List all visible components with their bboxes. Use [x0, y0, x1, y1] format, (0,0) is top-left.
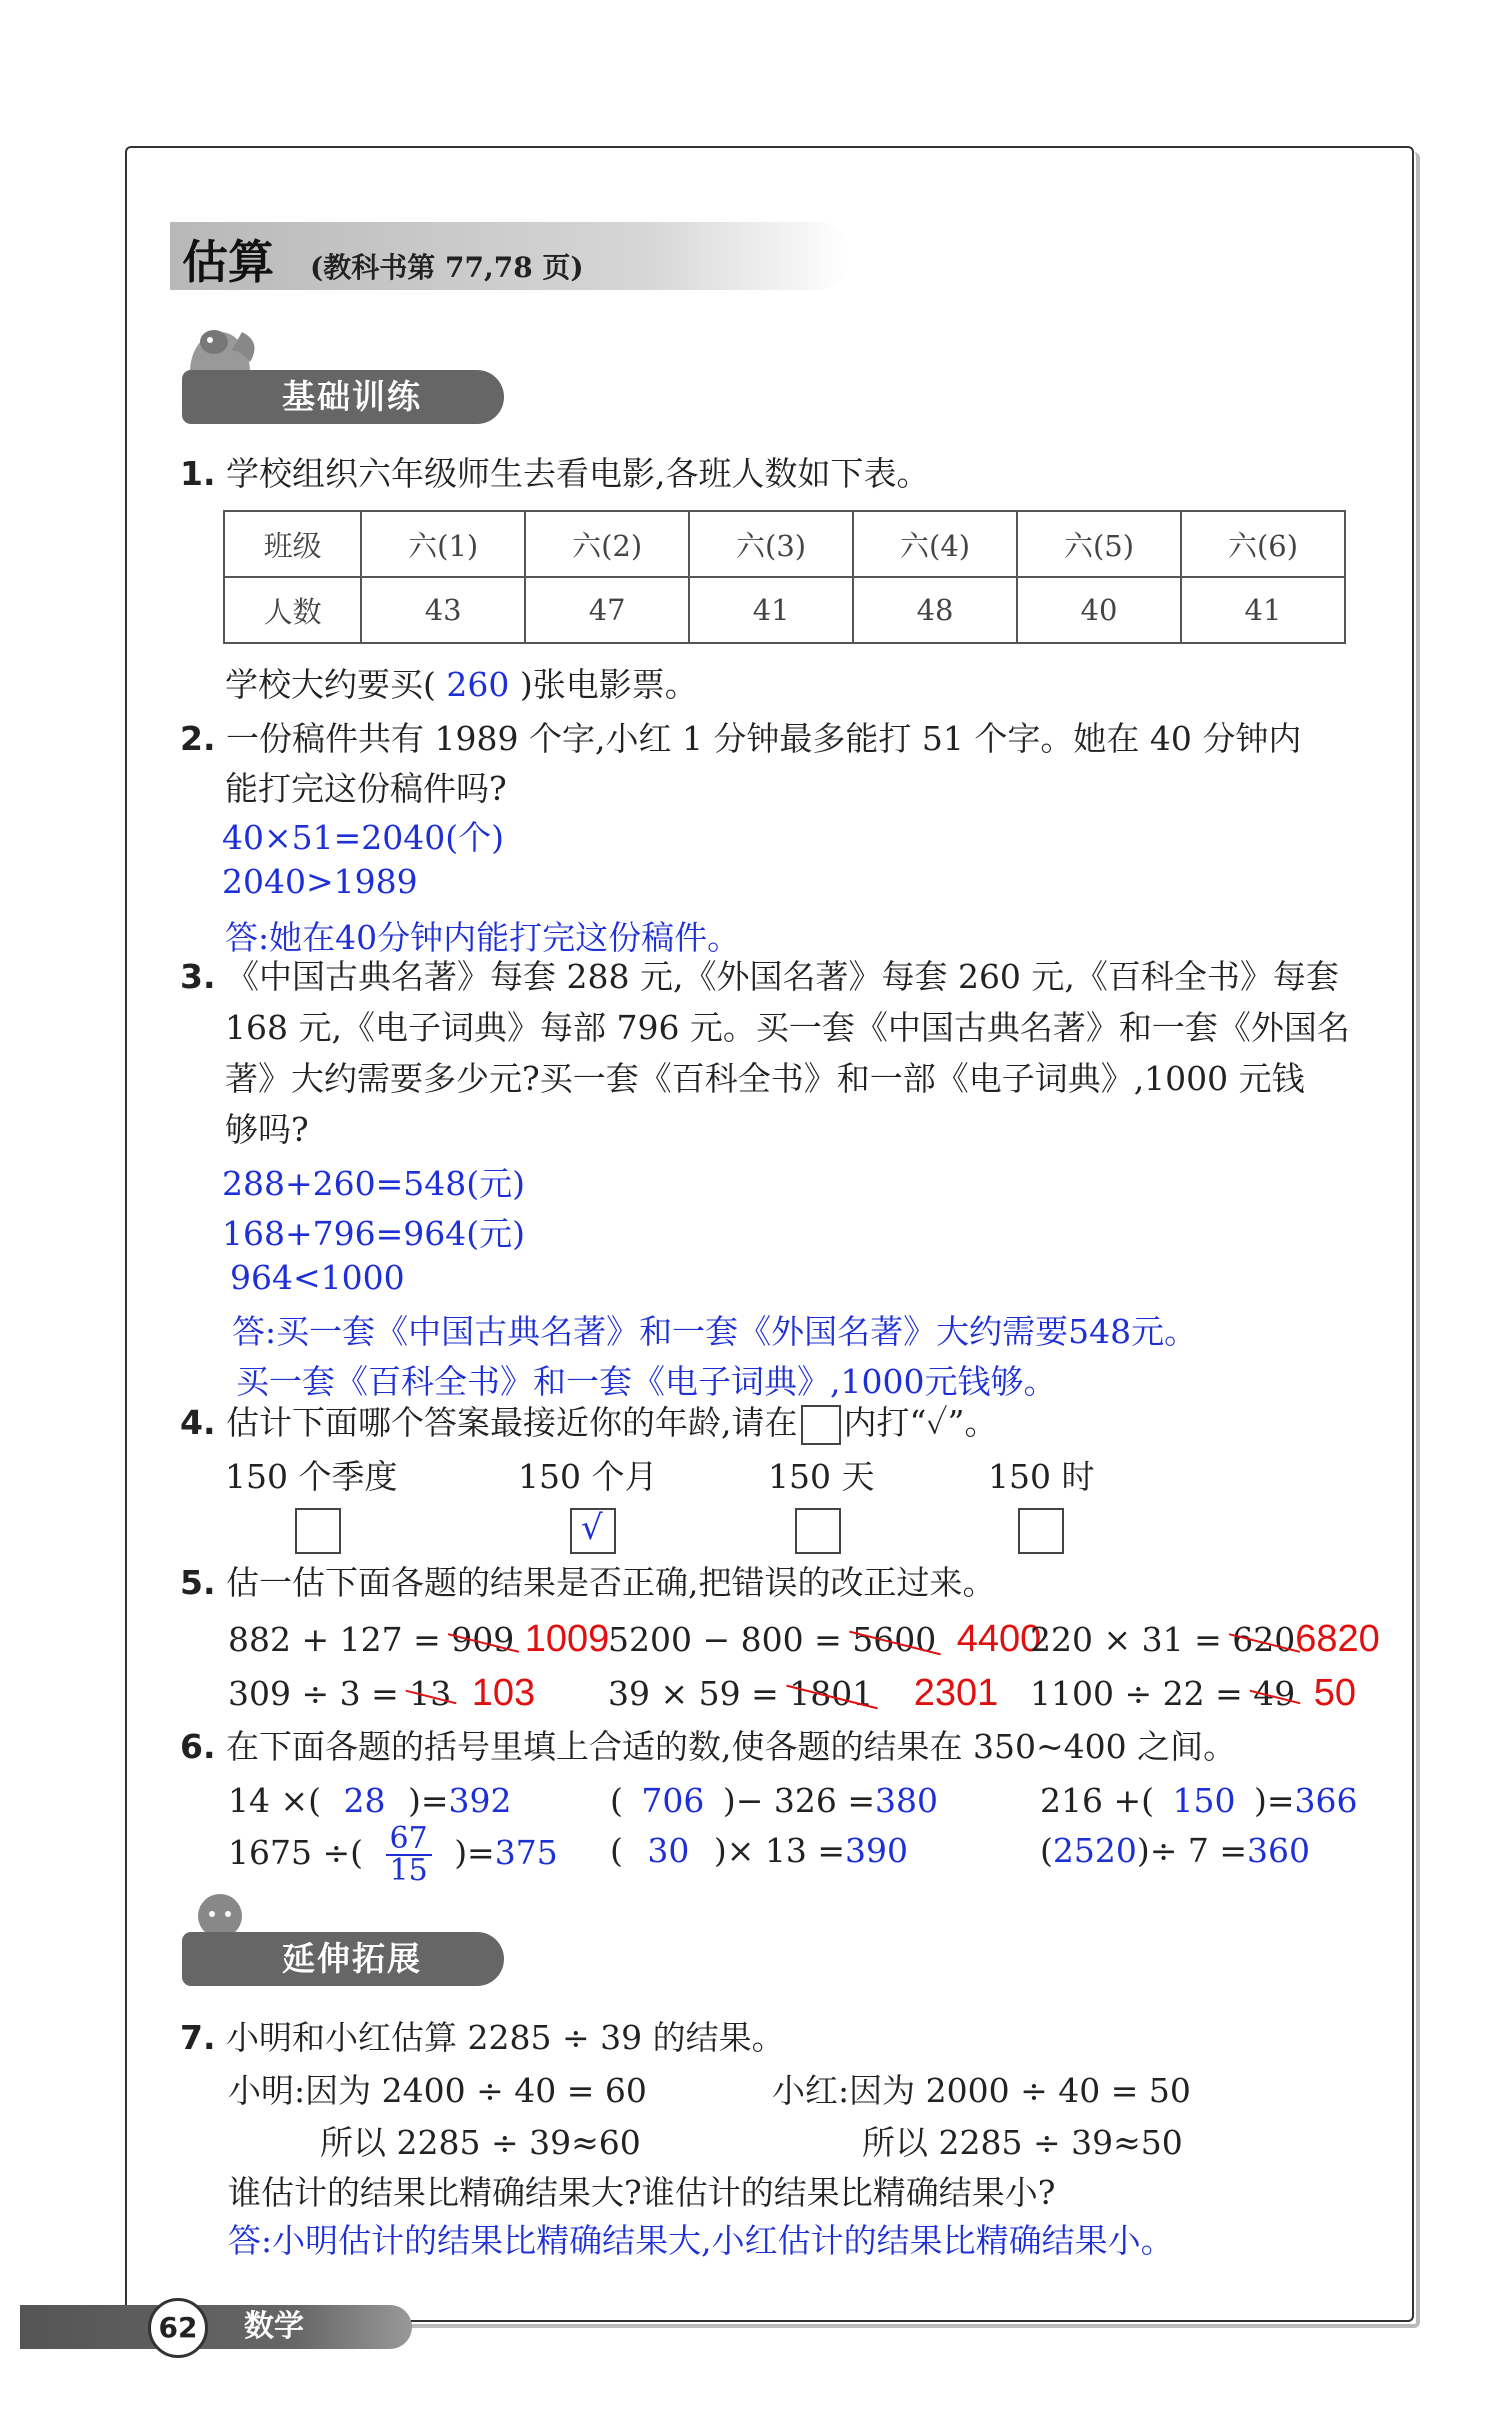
section-basic-badge: [182, 370, 504, 424]
q7-question: 谁估计的结果比精确结果大?谁估计的结果比精确结果小?: [228, 2173, 1056, 2212]
q5-fix-value: 50: [1313, 1672, 1357, 1714]
q6-result: 366: [1294, 1781, 1358, 1820]
table-cell: 43: [361, 577, 525, 643]
q6-text: [180, 1726, 1236, 1768]
q6-expr-pre: 1675 ÷(: [228, 1833, 363, 1872]
q4-option-1: 150 个季度: [225, 1457, 398, 1496]
q4-option-4: 150 时: [988, 1457, 1095, 1496]
page-number: 62: [148, 2298, 208, 2358]
q7-number: 7.: [180, 2018, 216, 2057]
q4-stem-after: 内打“✓”。: [843, 1403, 998, 1442]
check-mark-icon: √: [581, 1508, 603, 1548]
q4-option-3: 150 天: [768, 1457, 875, 1496]
q6-fill-value: 706: [641, 1781, 705, 1820]
q2-answer-1: 40×51=2040(个): [222, 818, 505, 857]
q5-expr: 39 × 59 =: [608, 1674, 779, 1713]
q4-checkbox-1[interactable]: [295, 1508, 341, 1554]
q7-text: [180, 2017, 785, 2059]
table-row: [224, 511, 1345, 577]
table-cell: 班级: [224, 511, 361, 577]
q5-number: 5.: [180, 1563, 216, 1602]
q6-item-c: [1040, 1780, 1358, 1822]
q5-wrong-value: 1801: [789, 1674, 874, 1713]
q2-answer-3: 答:她在40分钟内能打完这份稿件。: [225, 918, 741, 957]
q5-stem: 估一估下面各题的结果是否正确,把错误的改正过来。: [226, 1563, 996, 1602]
q6-result: 375: [494, 1833, 558, 1872]
q1-text: [180, 453, 930, 495]
q2-line2: 能打完这份稿件吗?: [225, 769, 507, 808]
q6-expr-post: )÷ 7 =: [1136, 1831, 1248, 1870]
q5-item-1: [228, 1618, 609, 1661]
q6-result: 360: [1247, 1831, 1311, 1870]
table-cell: 六(3): [689, 511, 853, 577]
q5-fix-value: 103: [471, 1672, 536, 1714]
q3-answer-2: 168+796=964(元): [222, 1214, 526, 1253]
q2-line1: [180, 718, 1301, 760]
q7-ming-line2: 所以 2285 ÷ 39≈60: [320, 2123, 641, 2162]
table-cell: 人数: [224, 577, 361, 643]
q1-fill: [225, 664, 698, 706]
q6-item-e: [610, 1830, 908, 1872]
q4-text: [180, 1402, 998, 1445]
q7-hong-line1: 小红:因为 2000 ÷ 40 = 50: [772, 2071, 1191, 2110]
page-title: 估算: [182, 235, 274, 289]
footer-subject: 数学: [244, 2309, 304, 2344]
q1-fill-after: )张电影票。: [519, 665, 698, 704]
q3-line4: 够吗?: [225, 1110, 309, 1149]
q5-wrong-value: 620: [1232, 1620, 1296, 1659]
q3-line1: [180, 956, 1339, 998]
q5-item-6: [1030, 1672, 1356, 1715]
q6-stem: 在下面各题的括号里填上合适的数,使各题的结果在 350~400 之间。: [226, 1727, 1237, 1766]
q5-item-5: [608, 1672, 998, 1715]
q1-fill-before: 学校大约要买(: [225, 665, 436, 704]
q2-number: 2.: [180, 719, 216, 758]
page-subtitle: (教科书第 77,78 页): [310, 251, 584, 284]
q6-item-a: [228, 1780, 512, 1822]
q5-fix-value: 6820: [1295, 1618, 1380, 1660]
q5-wrong-value: 13: [409, 1674, 452, 1713]
q2-answer-2: 2040>1989: [222, 862, 418, 901]
q6-expr-post: )=: [408, 1781, 449, 1820]
class-table: [223, 510, 1346, 644]
q4-checkbox-3[interactable]: [795, 1508, 841, 1554]
q3-answer-1: 288+260=548(元): [222, 1164, 526, 1203]
q6-expr-pre: (: [1040, 1831, 1053, 1870]
q6-item-b: [610, 1780, 938, 1822]
q3-answer-4: 答:买一套《中国古典名著》和一套《外国名著》大约需要548元。: [232, 1312, 1198, 1351]
q1-stem: 学校组织六年级师生去看电影,各班人数如下表。: [226, 454, 930, 493]
q1-fill-answer: 260: [446, 665, 510, 704]
section-basic-label: 基础训练: [282, 377, 422, 416]
q2-stem-line1: 一份稿件共有 1989 个字,小红 1 分钟最多能打 51 个字。她在 40 分钟内: [226, 719, 1302, 758]
fraction-denominator: 15: [389, 1853, 428, 1888]
q4-checkbox-4[interactable]: [1018, 1508, 1064, 1554]
q5-fix-value: 4400: [956, 1618, 1042, 1660]
q6-fill-value: 150: [1172, 1781, 1236, 1820]
q6-expr-pre: 216 +(: [1040, 1781, 1155, 1820]
table-cell: 六(1): [361, 511, 525, 577]
q6-fill-value: 30: [647, 1831, 690, 1870]
q5-text: [180, 1562, 996, 1604]
table-cell: 六(2): [525, 511, 689, 577]
q6-result: 390: [845, 1831, 909, 1870]
q5-expr: 220 × 31 =: [1030, 1620, 1222, 1659]
q6-fill-value: 2520: [1052, 1831, 1137, 1870]
table-row: [224, 577, 1345, 643]
q7-stem: 小明和小红估算 2285 ÷ 39 的结果。: [226, 2018, 785, 2057]
q3-number: 3.: [180, 957, 216, 996]
q5-wrong-value: 909: [451, 1620, 515, 1659]
table-cell: 六(4): [853, 511, 1017, 577]
q4-stem-before: 估计下面哪个答案最接近你的年龄,请在: [226, 1403, 798, 1442]
q5-item-3: [1030, 1618, 1380, 1661]
q6-number: 6.: [180, 1727, 216, 1766]
table-cell: 48: [853, 577, 1017, 643]
q5-item-2: [608, 1618, 1041, 1661]
q6-expr-post: )× 13 =: [713, 1831, 846, 1870]
q4-option-2: 150 个月: [518, 1457, 658, 1496]
q3-stem-line1: 《中国古典名著》每套 288 元,《外国名著》每套 260 元,《百科全书》每套: [226, 957, 1339, 996]
section-extend-label: 延伸拓展: [282, 1939, 422, 1978]
q6-item-f: [1040, 1830, 1310, 1872]
q1-number: 1.: [180, 454, 216, 493]
table-cell: 41: [1181, 577, 1345, 643]
q3-answer-3: 964<1000: [230, 1258, 405, 1297]
q5-fix-value: 2301: [913, 1672, 999, 1714]
q6-result: 380: [875, 1781, 939, 1820]
q7-hong-line2: 所以 2285 ÷ 39≈50: [862, 2123, 1183, 2162]
q4-number: 4.: [180, 1403, 216, 1442]
q6-fraction: [386, 1821, 432, 1888]
q3-line2: 168 元,《电子词典》每部 796 元。买一套《中国古典名著》和一套《外国名: [225, 1008, 1350, 1047]
inline-box-icon: [801, 1405, 841, 1445]
q6-result: 392: [448, 1781, 512, 1820]
q3-answer-5: 买一套《百科全书》和一套《电子词典》,1000元钱够。: [236, 1362, 1057, 1401]
table-cell: 40: [1017, 577, 1181, 643]
q5-fix-value: 1009: [524, 1618, 610, 1660]
q6-expr-pre: (: [610, 1831, 623, 1870]
q6-expr-pre: 14 ×(: [228, 1781, 322, 1820]
q3-line3: 著》大约需要多少元?买一套《百科全书》和一部《电子词典》,1000 元钱: [225, 1059, 1305, 1098]
q6-expr-post: )=: [454, 1833, 495, 1872]
q7-answer: 答:小明估计的结果比精确结果大,小红估计的结果比精确结果小。: [228, 2221, 1174, 2260]
q5-item-4: [228, 1672, 535, 1715]
section-extend-badge: [182, 1932, 504, 1986]
q5-expr: 309 ÷ 3 =: [228, 1674, 399, 1713]
footer-band: [20, 2305, 412, 2349]
q6-item-d: [228, 1821, 558, 1888]
table-cell: 六(5): [1017, 511, 1181, 577]
q4-checkbox-2[interactable]: [570, 1508, 616, 1554]
q5-expr: 5200 − 800 =: [608, 1620, 842, 1659]
table-cell: 47: [525, 577, 689, 643]
q5-expr: 1100 ÷ 22 =: [1030, 1674, 1243, 1713]
q6-expr-post: )=: [1254, 1781, 1295, 1820]
q6-expr-post: )− 326 =: [722, 1781, 876, 1820]
q5-expr: 882 + 127 =: [228, 1620, 441, 1659]
q7-ming-line1: 小明:因为 2400 ÷ 40 = 60: [228, 2071, 647, 2110]
fraction-numerator: 67: [386, 1824, 432, 1856]
table-cell: 41: [689, 577, 853, 643]
q5-wrong-value: 49: [1253, 1674, 1296, 1713]
table-cell: 六(6): [1181, 511, 1345, 577]
q5-wrong-value: 5600: [852, 1620, 937, 1659]
q6-expr-pre: (: [610, 1781, 623, 1820]
q6-fill-value: 28: [343, 1781, 386, 1820]
